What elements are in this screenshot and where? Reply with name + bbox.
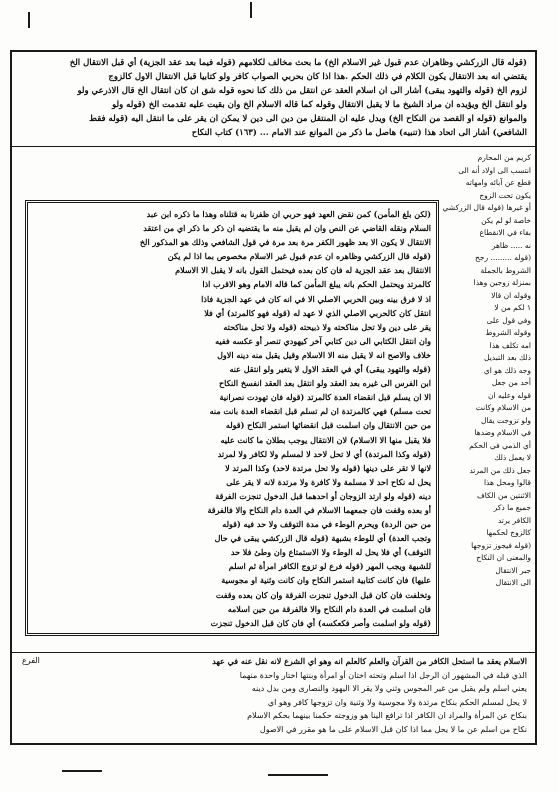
margin-line: جبر الانتقال [495,565,531,575]
page-frame [10,50,537,745]
margin-line: ولو تزوجت يقال [480,415,531,425]
margin-line: بمنزلة زوجين وهذا [473,278,531,287]
margin-line: كريم من المحارم [477,153,531,162]
footer-line: الذي قبله في المشهور ان الرجل اذا اسلم وتحته اختان أو امرأة وبنتها اختار واحدة منهما [239,670,527,680]
margin-line: ذلك بعد التبديل [484,353,531,362]
main-text-line: كالمرتد ويحتمل الحكم بانه يبلغ المأمن كما قاله الامام وهو الاقرب اذا [202,279,431,290]
header-line: ولو انتقل الخ ويؤيده ان مراد الشيخ ما لا يقبل الانتقال وقوله كما قاله الاسلام الخ وان بقيت عليه تقدمت الخ (قوله ولو [112,100,527,110]
main-text-line: فلا يقبل منها الا الاسلام) لان الانتقال يوجب بطلان ما كانت عليه [220,434,431,445]
margin-line: قالوا ومحل هذا [483,478,531,487]
margin-line: بقاء في الانقطاع [479,228,531,237]
margin-line: امه تكلف هذا [489,340,531,350]
margin-line: نه ..... ظاهر [491,240,531,250]
crop-mark-top-right [250,2,252,18]
main-text-line: (قوله والتهود يبقى) أي في العقد الاول لا يتغير ولو انتقل عنه [229,364,431,375]
margin-commentary [432,147,535,652]
margin-line: الاثنتين من الكاف [476,490,531,500]
main-text-box [25,200,439,636]
main-text-line: فان اسلمت في العدة دام النكاح والا فالفرقة من حين اسلامه [227,603,431,614]
footer-line: نكاح من اسلم عن ما لا يحل مما اذا كان قبل الاسلام على ما هو مقرر في الاصول [259,724,527,734]
footer-side-label: الفرع [22,656,40,665]
header-line: الشافعي) أشار الى اتحاد هذا (تنبيه) هاصل ما ذكر من الموانع عند الامام ... (١٦٣) كتاب النكاح [191,128,527,138]
bottom-rule-left [62,770,102,772]
margin-line: يكون تحت الزوج [479,190,531,200]
main-text-line: الا ان يسلم قبل انقضاء العدة كالمرتد (قوله فان تهودت نصرانية [219,392,431,403]
bottom-rule-right [268,774,328,776]
margin-line: قطع عن آبائه وامهاته [465,178,531,187]
margin-line: وقوله الشروط [485,328,531,337]
main-text-line: خلاف والاصح انه لا يقبل منه الا الاسلام وقيل يقبل منه دينه الاول [217,349,431,360]
main-text-line: ابن الفرس الى غيره بعد العقد ولو انتقل بعد العقد انفسخ النكاح [219,378,431,389]
margin-line: وقوله ان قالا [491,290,531,300]
main-text-line: وتخلفت فان كان قبل الدخول تنجزت الفرقة وان كان بعده وقفت [215,589,431,600]
header-line: لزوم الخ (قوله والتهود يبقى) أشار الى ان اسلام العقد عن انتقل من ذلك كنا نحوه قوله شق ان كان انتقال الخ قال الاذرعي ولو [77,86,527,96]
margin-line: والمعنى ان النكاح [476,553,531,562]
main-text-line: الانتقال بعد عقد الجزية له فان كان بعده فيحتمل القول بانه لا يقبل الا الاسلام [175,265,431,276]
header-line: يقتضي انه بعد الانتقال يكون الكلام في ذلك الحكم .هذا اذا كان بحربي الصواب كافر ولو كتابيا قبل الانتقال الاول كالزوج [108,72,527,82]
footer-line: بنكاح عن المرأة والمراد ان الكافر اذا ترافع الينا هو وزوجته حكمنا بينهما بحكم الاسلام [247,711,527,720]
margin-line: (قوله ......... رجح [474,253,531,262]
crop-mark-top-left [28,12,30,28]
main-text-line: (قوله وكذا المرتدة) أي لا تحل لاحد لا لمسلم ولا لكافر ولا لمرتد [217,448,431,459]
footer-line: الاسلام يعقد ما استحل الكافر من القرآن والعلم كالعلم انه وهو اي الشرع لانه نقل عنه في عهد [212,656,527,666]
main-text-line: من حين الردة) ويحرم الوطء في مدة التوقف ولا حد فيه (قوله [222,519,431,530]
main-text-line: اذ لا فرق بينه وبين الحربي الاصلي الا في انه كان في عهد الجزية فاذا [201,293,431,304]
margin-line: وجه ذلك هو اي [483,365,531,375]
margin-line: من الاسلام وكانت [475,403,531,412]
margin-line: وفي قول على [486,315,531,325]
main-text-line: للشبهة ويجب المهر (قوله فرع لو تزوج الكافر امرأة ثم اسلم [228,561,431,572]
margin-line: أو غيرها (قوله قال الزركشي [442,203,531,212]
header-commentary [12,52,535,147]
main-text-line: انتقل كان كالحربي الاصلي الذي لا عهد له (قوله فهو كالمرتد) أي فلا [204,307,431,318]
main-text-line: وتجب العدة) أي للوطء بشبهة (قوله قال الزركشي يبقى في حال [214,533,431,544]
margin-line: الكافر يرتد [497,515,531,525]
header-line: (قوله قال الزركشي وظاهران عدم قبول غير الاسلام الخ) ما بحث مخالف لكلامهم (قوله فيما بعد عقد الجزية) أي قبل الانتقال الخ [69,58,527,68]
main-text-line: دينه (قوله ولو ارتد الزوجان أو احدهما قبل الدخول تنجزت الفرقة [215,490,431,501]
main-text-line: التوقف) أي فلا يحل له الوطء ولا الاستمتاع وان وطئ فلا حد [230,547,431,558]
main-text-line: تحت مسلم) فهي كالمرتدة ان لم تسلم قبل انقضاء العدة بانت منه [209,406,431,417]
margin-line: أحد من جعل [491,378,531,387]
footer-line: لا يحل لمسلم الحكم بنكاح مرتدة ولا مجوسية ولا وثنية وان تزوجها كافر وهو اي [267,697,527,707]
margin-line: لا يعمل ذلك [494,453,531,462]
header-line: والموانع (قوله او القصد من النكاح الخ) ويدل عليه ان المنتقل من دين الى دين لا يمكن ان يقر على ما انتقل اليه (قوله فقط [89,114,527,124]
main-text-line: من حين الانتقال وان اسلمت قبل انقضائها استمر النكاح (قوله [225,420,431,431]
main-text-line: (قوله ولو اسلمت وأصر فكعكسه) أي فان كان قبل الدخول تنجزت [210,617,431,628]
margin-line: قوله وعليه ان [488,390,531,400]
margin-line: خاصة لو لم يكن [481,215,531,225]
margin-line: كالزوج لحكمها [486,528,531,537]
main-text-line: (لكن بلغ المأمن) كمن نقض العهد فهو حربي ان ظفرنا به قتلناه وهذا ما ذكره ابن عبد [146,209,431,219]
main-text-line: السلام ونقله القاضي عن النص وان لم يقبل منه ما يقتضيه ان ذكر ما ذكر اي من اعتقد [143,223,431,234]
margin-line: في الاسلام وضدها [474,428,531,437]
main-text-line: أو بعده وقفت فان جمعهما الاسلام في العدة دام النكاح والا فالفرقة [207,504,431,515]
main-text-line: (قوله قال الزركشي وظاهره ان عدم قبول غير الاسلام مخصوص بما اذا لم يكن [167,251,431,262]
margin-line: جعل ذلك من المرتد [469,465,531,475]
margin-line: ١ لكم من لا [494,303,531,312]
main-text-line: يحل له نكاح احد لا مسلمة ولا كافرة ولا مرتدة لانه لا يقر على [226,476,431,487]
margin-line: انتسب الى اولاد أنه الى [458,165,531,175]
footer-commentary [12,652,535,747]
main-text-line: الانتقال لا يكون الا بعد ظهور الكفر مرة بعد مرة في قول الشافعي وذلك هو المذكور الخ [139,237,431,248]
footer-line: يعني اسلم ولم يقبل من غير المجوس وثني ولا يقر الا اليهود والنصارى ومن بدل دينه [251,684,527,693]
main-text-line: وان انتقل الكتابي الى دين كتابي آخر كيهودي تنصر أو عكسه ففيه [215,335,431,346]
margin-line: أي الذمي في الحكم [469,440,531,450]
main-text-line: يقر على دين ولا تحل مناكحته ولا ذبيحته (قوله ولا تحل مناكحته [223,321,431,332]
margin-line: الشروط بالجملة [480,265,531,275]
main-text-line: لانها لا تقر على دينها (قوله ولا تحل مرتدة لاحد) وكذا المرتد لا [225,462,431,473]
margin-line: الى الانتقال [495,578,531,587]
margin-line: جميع ما ذكر [493,503,531,512]
main-text-line: عليها) فان كانت كتابية استمر النكاح وان كانت وثنية او مجوسية [221,575,431,586]
margin-line: (قوله فيجوز تزوجها [471,540,531,550]
